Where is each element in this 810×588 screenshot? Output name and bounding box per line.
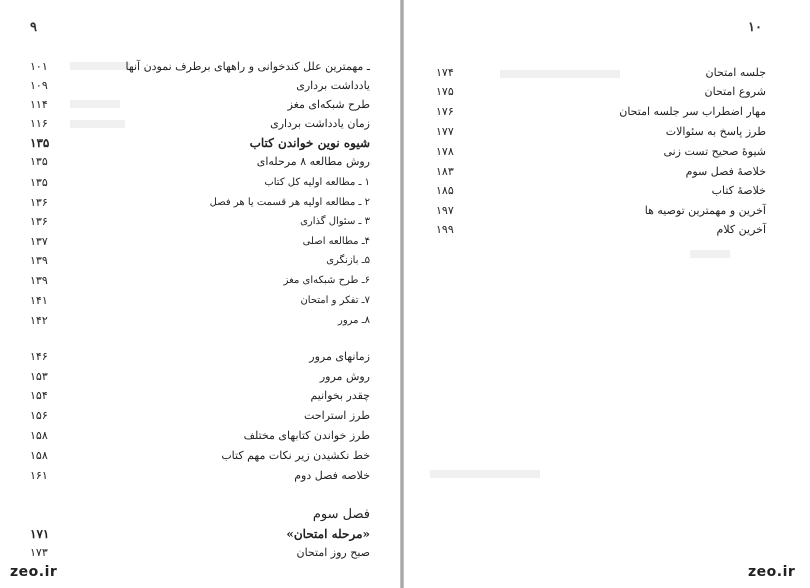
show-through-mark xyxy=(690,250,730,258)
toc-entry: مهار اضطراب سر جلسه امتحان ۱۷۶ xyxy=(436,105,766,118)
toc-entry: خلاصهٔ فصل سوم ۱۸۳ xyxy=(436,165,766,178)
toc-entry: چقدر بخوانیم ۱۵۴ xyxy=(30,389,370,402)
watermark-left: zeo.ir xyxy=(10,564,58,580)
toc-entry: ۷ـ تفکر و امتحان ۱۴۱ xyxy=(30,294,370,307)
toc-entry: شیوهٔ صحیح تست زنی ۱۷۸ xyxy=(436,145,766,158)
toc-entry: ۳ ـ سئوال گذاری ۱۳۶ xyxy=(30,215,370,228)
toc-entry: خط نکشیدن زیر نکات مهم کتاب ۱۵۸ xyxy=(30,449,370,462)
toc-entry: ۲ ـ مطالعه اولیه هر قسمت یا هر فصل ۱۳۶ xyxy=(30,196,370,209)
toc-entry: آخرین کلام ۱۹۹ xyxy=(436,223,766,236)
toc-entry: روش مرور ۱۵۳ xyxy=(30,370,370,383)
toc-entry: یادداشت برداری ۱۰۹ xyxy=(30,79,370,92)
chapter-heading: فصل سوم xyxy=(312,507,370,522)
toc-entry: روش مطالعه ۸ مرحله‌ای ۱۳۵ xyxy=(30,155,370,168)
left-page-number: ۹ xyxy=(30,20,37,35)
toc-entry: طرز خواندن کتابهای مختلف ۱۵۸ xyxy=(30,429,370,442)
toc-entry: طرز پاسخ به سئوالات ۱۷۷ xyxy=(436,125,766,138)
toc-entry: زمان یادداشت برداری ۱۱۶ xyxy=(30,117,370,130)
watermark-right: zeo.ir xyxy=(748,564,796,580)
toc-entry: خلاصه فصل دوم ۱۶۱ xyxy=(30,469,370,482)
right-page-number: ۱۰ xyxy=(748,20,762,35)
toc-entry: صبح روز امتحان ۱۷۳ xyxy=(30,546,370,559)
toc-entry: خلاصهٔ کتاب ۱۸۵ xyxy=(436,184,766,197)
toc-entry: ۴ـ مطالعه اصلی ۱۳۷ xyxy=(30,235,370,248)
toc-entry: ـ مهمترین علل کندخوانی و راههای برطرف نمودن آنها ۱۰۱ xyxy=(30,60,370,73)
toc-entry: ۱ ـ مطالعه اولیه کل کتاب ۱۳۵ xyxy=(30,176,370,189)
toc-entry: طرز استراحت ۱۵۶ xyxy=(30,409,370,422)
toc-entry: زمانهای مرور ۱۴۶ xyxy=(30,350,370,363)
toc-entry: طرح شبکه‌ای مغز ۱۱۴ xyxy=(30,98,370,111)
toc-entry: «مرحله امتحان» ۱۷۱ xyxy=(30,527,370,541)
toc-entry: شروع امتحان ۱۷۵ xyxy=(436,85,766,98)
toc-entry: ۶ـ طرح شبکه‌ای مغز ۱۳۹ xyxy=(30,274,370,287)
toc-entry: آخرین و مهمترین توصیه ها ۱۹۷ xyxy=(436,204,766,217)
toc-entry: جلسه امتحان ۱۷۴ xyxy=(436,66,766,79)
show-through-mark xyxy=(430,470,540,478)
toc-entry: ۵ـ بازنگری ۱۳۹ xyxy=(30,254,370,267)
toc-entry: ۸ـ مرور ۱۴۲ xyxy=(30,314,370,327)
toc-entry: شیوه نوین خواندن کتاب ۱۳۵ xyxy=(30,136,370,150)
